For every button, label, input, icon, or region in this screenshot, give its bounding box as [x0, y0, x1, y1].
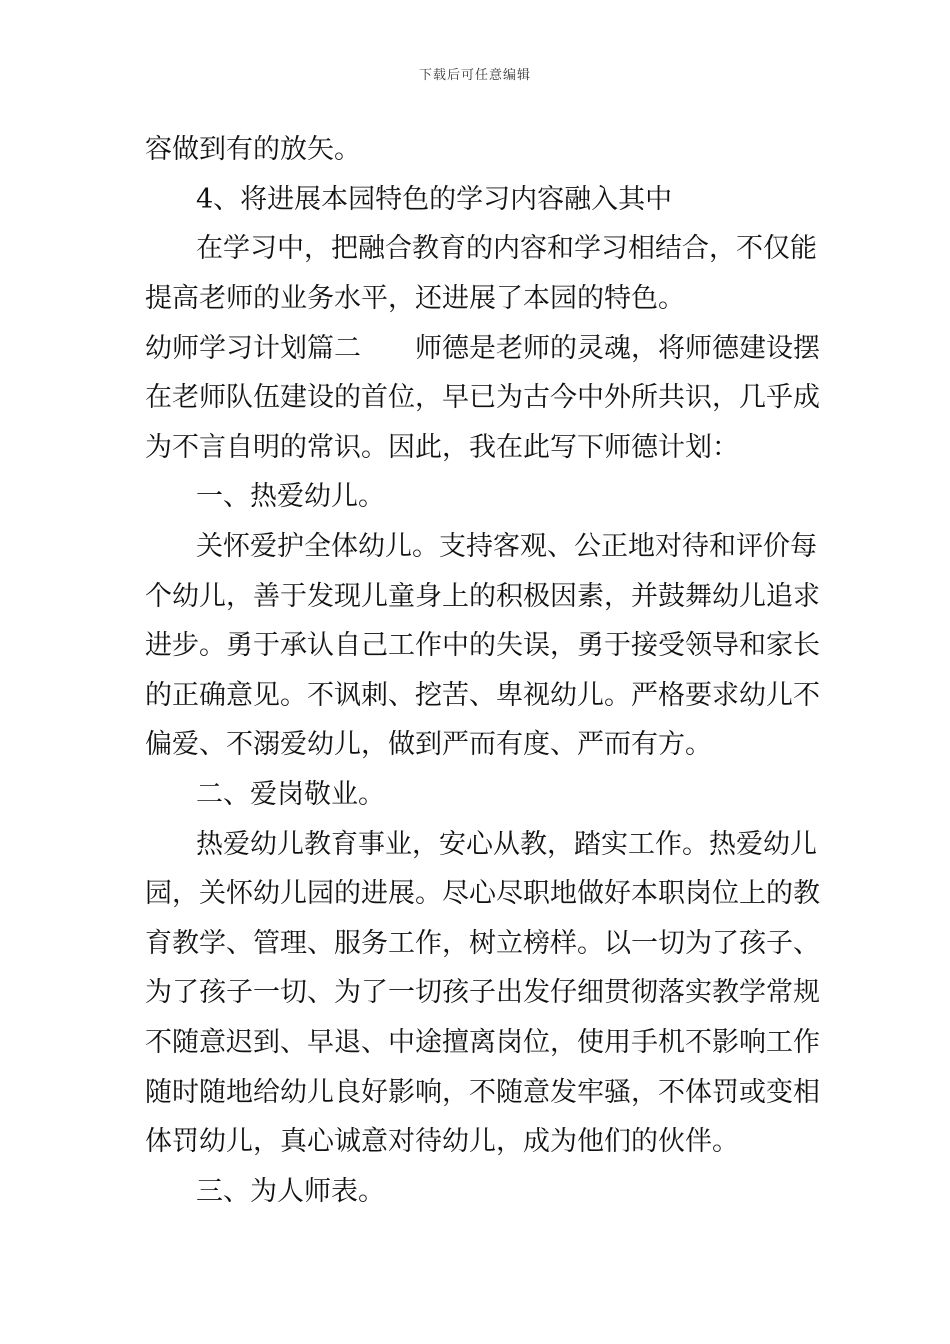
- text-line: 二、爱岗敬业。: [196, 779, 385, 810]
- text-line: 的正确意见。不讽刺、挖苦、卑视幼儿。严格要求幼儿不: [145, 680, 820, 711]
- text-line: 提高老师的业务水平，还进展了本园的特色。: [145, 283, 685, 314]
- text-line: 园，关怀幼儿园的进展。尽心尽职地做好本职岗位上的教: [145, 878, 820, 909]
- text-line: 关怀爱护全体幼儿。支持客观、公正地对待和评价每: [196, 531, 817, 562]
- text-line: 三、为人师表。: [196, 1176, 385, 1207]
- text-line: 热爱幼儿教育事业，安心从教，踏实工作。热爱幼儿: [196, 829, 817, 860]
- text-line: 为不言自明的常识。因此，我在此写下师德计划：: [145, 432, 739, 463]
- page-header: 下载后可任意编辑: [418, 68, 531, 83]
- text-line: 幼师学习计划篇二 师德是老师的灵魂，将师德建设摆: [145, 333, 820, 364]
- text-line: 在老师队伍建设的首位，早已为古今中外所共识，几乎成: [145, 382, 820, 413]
- text-line: 进步。勇于承认自己工作中的失误，勇于接受领导和家长: [145, 630, 820, 661]
- text-line: 4、将进展本园特色的学习内容融入其中: [196, 184, 673, 215]
- text-line: 随时随地给幼儿良好影响，不随意发牢骚，不体罚或变相: [145, 1077, 820, 1108]
- text-line: 不随意迟到、早退、中途擅离岗位，使用手机不影响工作: [145, 1027, 820, 1058]
- text-line: 一、热爱幼儿。: [196, 481, 385, 512]
- text-line: 容做到有的放矢。: [145, 134, 361, 165]
- text-line: 个幼儿，善于发现儿童身上的积极因素，并鼓舞幼儿追求: [145, 581, 820, 612]
- text-line: 育教学、管理、服务工作，树立榜样。以一切为了孩子、: [145, 928, 820, 959]
- text-line: 在学习中，把融合教育的内容和学习相结合，不仅能: [196, 233, 817, 264]
- text-line: 体罚幼儿，真心诚意对待幼儿，成为他们的伙伴。: [145, 1126, 739, 1157]
- text-line: 为了孩子一切、为了一切孩子出发仔细贯彻落实教学常规: [145, 977, 820, 1008]
- text-line: 偏爱、不溺爱幼儿，做到严而有度、严而有方。: [145, 729, 712, 760]
